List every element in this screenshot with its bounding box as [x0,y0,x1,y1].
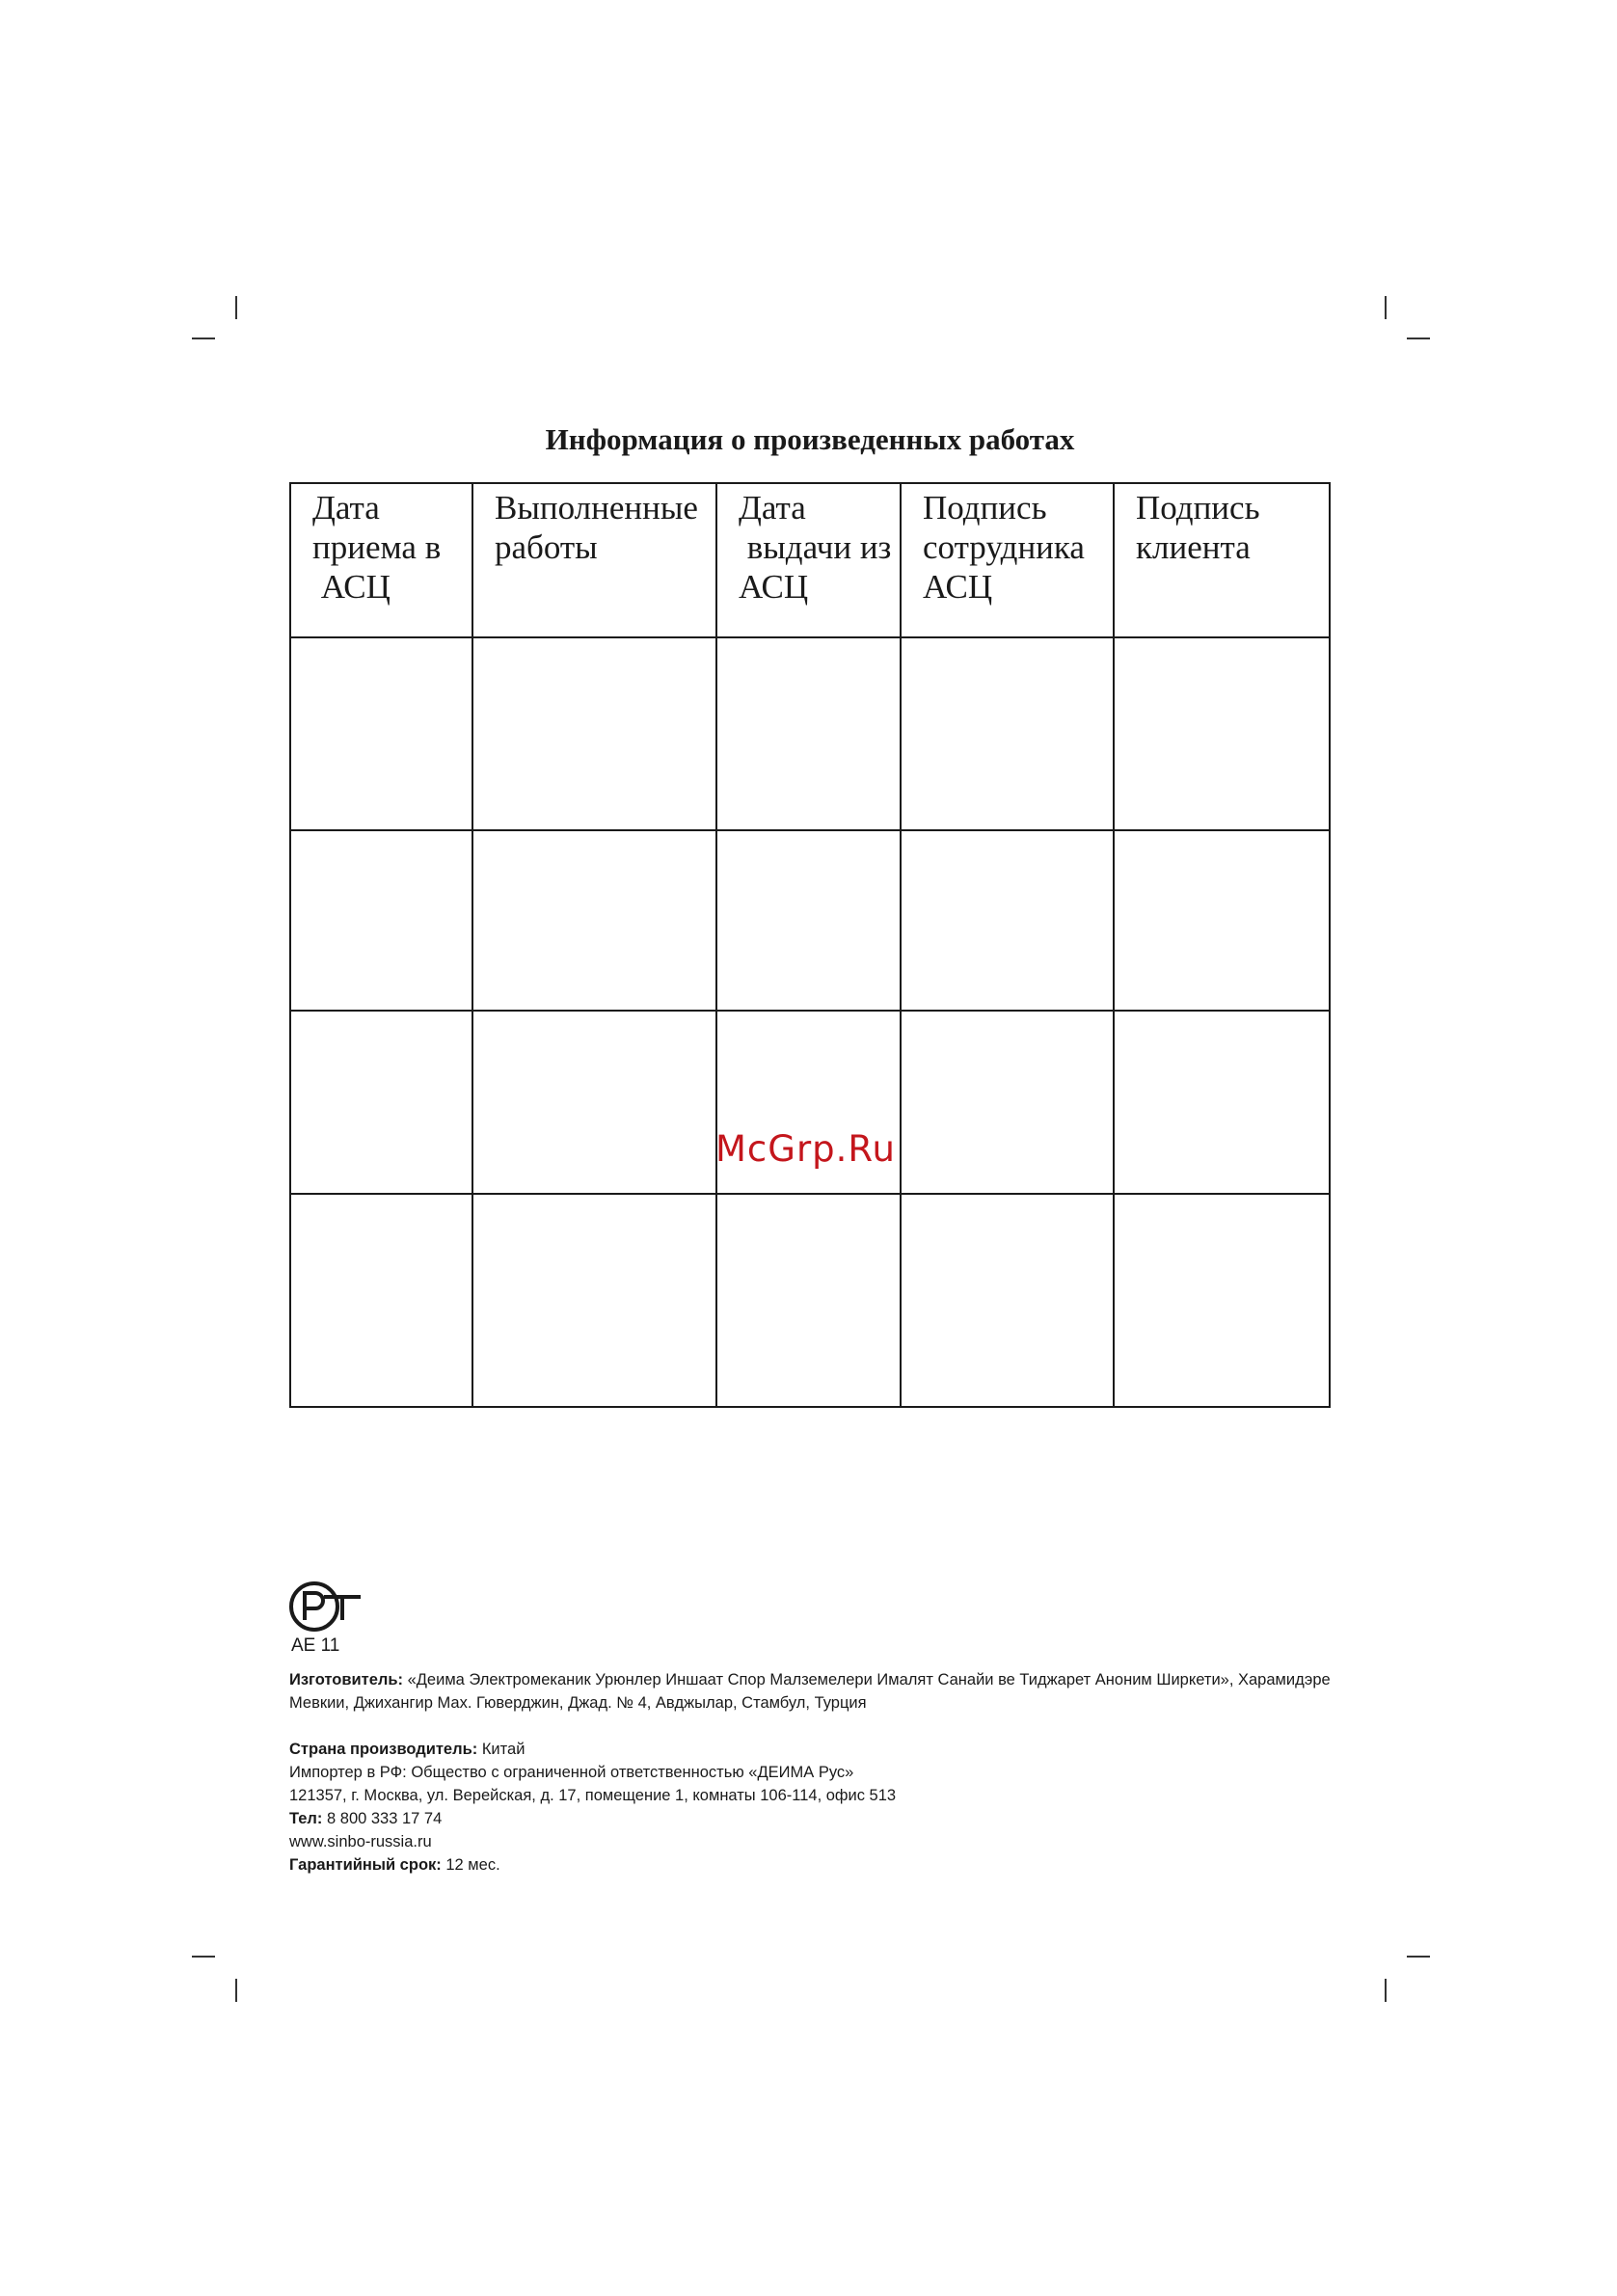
crop-mark [235,1979,237,2002]
table-cell [290,1194,472,1407]
column-header: Дата приема в АСЦ [290,483,472,637]
country-line: Страна производитель: Китай [289,1741,526,1758]
manufacturer-info [289,1668,1340,1877]
table-cell [290,1011,472,1194]
table-cell [472,1194,716,1407]
table-cell [1114,637,1330,830]
column-header: Подпись клиента [1114,483,1330,637]
crop-mark [1385,296,1387,319]
table-cell [1114,1011,1330,1194]
table-row [290,1194,1330,1407]
watermark: McGrp.Ru [715,1128,896,1170]
crop-mark [192,338,215,339]
importer-line: Импортер в РФ: Общество с ограниченной ответственностью «ДЕИМА Рус» [289,1764,854,1781]
works-table [289,482,1331,1408]
rst-certification-mark-icon [289,1578,366,1639]
column-header: Выполненные работы [472,483,716,637]
certification-code: AE 11 [291,1635,340,1656]
table-cell [901,637,1114,830]
phone-line: Тел: 8 800 333 17 74 [289,1810,443,1827]
crop-mark [235,296,237,319]
table-cell [901,1011,1114,1194]
table-cell [1114,1194,1330,1407]
table-cell [901,830,1114,1011]
table-cell [472,637,716,830]
table-cell [1114,830,1330,1011]
address-line: 121357, г. Москва, ул. Верейская, д. 17, помещение 1, комнаты 106-114, офис 513 [289,1787,897,1804]
table-row [290,637,1330,830]
table-cell [716,1194,901,1407]
crop-mark [1407,338,1430,339]
manufacturer-line: Изготовитель: «Деима Электромеканик Урюнлер Иншаат Спор Малземелери Ималят Санайи ве Тиджарет Аноним Ширкети», Харамидэре Мевкии, Джихангир Мах. Гюверджин, Джад. № 4, Авджылар, Стамбул, Турция [289,1671,1331,1712]
table-row [290,830,1330,1011]
table-cell [716,830,901,1011]
column-header: Дата выдачи из АСЦ [716,483,901,637]
page-title: Информация о произведенных работах [545,422,1075,456]
crop-mark [192,1956,215,1958]
warranty-line: Гарантийный срок: 12 мес. [289,1856,500,1874]
table-header-row [290,483,1330,637]
table-cell [716,637,901,830]
table-cell [472,1011,716,1194]
table-cell [290,637,472,830]
table-cell [290,830,472,1011]
table-cell [472,830,716,1011]
column-header: Подпись сотрудника АСЦ [901,483,1114,637]
website-link: www.sinbo-russia.ru [289,1833,432,1850]
table-cell [901,1194,1114,1407]
crop-mark [1407,1956,1430,1958]
crop-mark [1385,1979,1387,2002]
